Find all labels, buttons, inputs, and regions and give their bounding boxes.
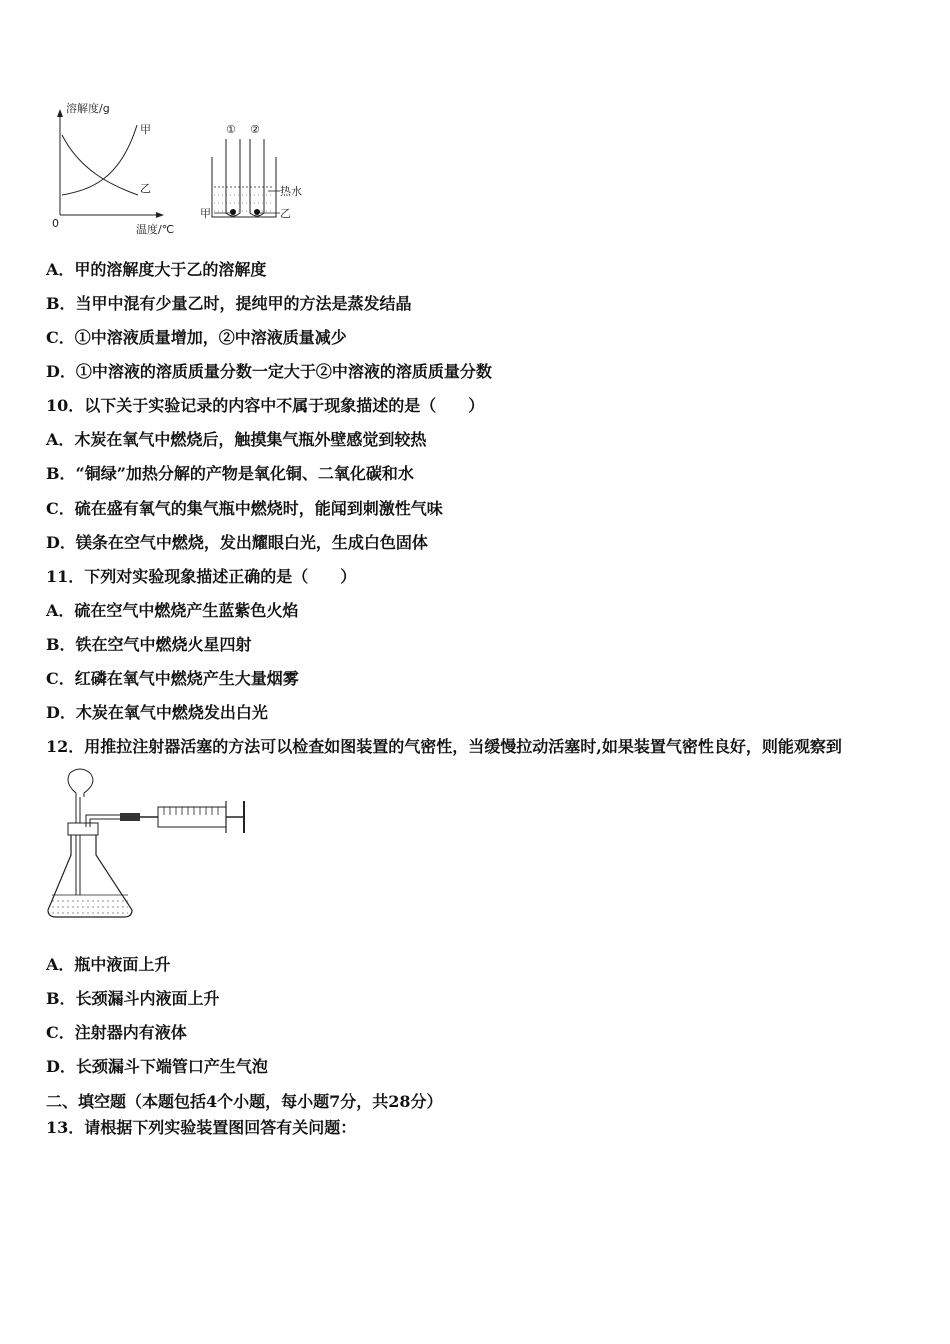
q12-option-c: C．注射器内有液体 <box>46 1023 187 1042</box>
q11-stem: 11．下列对实验现象描述正确的是（ ） <box>46 567 357 586</box>
curve-jia-label: 甲 <box>140 123 151 136</box>
x-axis-label: 温度/℃ <box>136 223 175 236</box>
rubber-stopper <box>68 823 98 835</box>
q9-option-d: D．①中溶液的溶质质量分数一定大于②中溶液的溶质质量分数 <box>46 362 492 381</box>
tube-1 <box>226 139 240 216</box>
airtightness-apparatus-figure <box>40 765 255 925</box>
q11-option-b: B．铁在空气中燃烧火星四射 <box>46 635 252 654</box>
y-axis-label: 溶解度/g <box>66 102 110 115</box>
q12-option-a: A．瓶中液面上升 <box>46 955 171 974</box>
substance-jia-label: 甲 <box>200 207 211 220</box>
syringe <box>158 801 244 833</box>
conical-flask <box>48 835 132 917</box>
solubility-graph <box>52 101 174 236</box>
q11-option-a: A．硫在空气中燃烧产生蓝紫色火焰 <box>46 601 299 620</box>
origin-label: 0 <box>52 217 59 230</box>
tube2-label: ② <box>250 123 260 136</box>
curve-jia <box>62 125 137 195</box>
q11-option-d: D．木炭在氧气中燃烧发出白光 <box>46 703 268 722</box>
q12-stem: 12．用推拉注射器活塞的方法可以检查如图装置的气密性，当缓慢拉动活塞时,如果装置气密性良好，则能观察到 <box>46 737 842 756</box>
q10-option-b: B．“铜绿”加热分解的产物是氧化铜、二氧化碳和水 <box>46 464 414 483</box>
q10-option-a: A．木炭在氧气中燃烧后，触摸集气瓶外壁感觉到较热 <box>46 430 427 449</box>
hot-water-label: 热水 <box>280 185 302 198</box>
substance-yi-label: 乙 <box>280 207 291 220</box>
q13-stem: 13．请根据下列实验装置图回答有关问题： <box>46 1118 357 1137</box>
curve-yi-label: 乙 <box>140 182 151 195</box>
curve-yi <box>62 135 138 195</box>
tube1-label: ① <box>226 123 236 136</box>
q9-option-b: B．当甲中混有少量乙时，提纯甲的方法是蒸发结晶 <box>46 294 412 313</box>
section-2-heading: 二、填空题（本题包括4个小题，每小题7分，共28分） <box>46 1092 443 1111</box>
q12-option-b: B．长颈漏斗内液面上升 <box>46 989 220 1008</box>
test-tube-apparatus <box>200 123 302 220</box>
tube-2 <box>250 139 264 216</box>
q11-option-c: C．红磷在氧气中燃烧产生大量烟雾 <box>46 669 299 688</box>
q10-stem: 10．以下关于实验记录的内容中不属于现象描述的是（ ） <box>46 396 485 415</box>
q9-option-a: A．甲的溶解度大于乙的溶解度 <box>46 260 267 279</box>
q10-option-c: C．硫在盛有氧气的集气瓶中燃烧时，能闻到刺激性气味 <box>46 499 443 518</box>
q9-option-c: C．①中溶液质量增加，②中溶液质量减少 <box>46 328 347 347</box>
q10-option-d: D．镁条在空气中燃烧，发出耀眼白光，生成白色固体 <box>46 533 428 552</box>
solubility-figure <box>40 95 320 240</box>
q12-option-d: D．长颈漏斗下端管口产生气泡 <box>46 1057 268 1076</box>
